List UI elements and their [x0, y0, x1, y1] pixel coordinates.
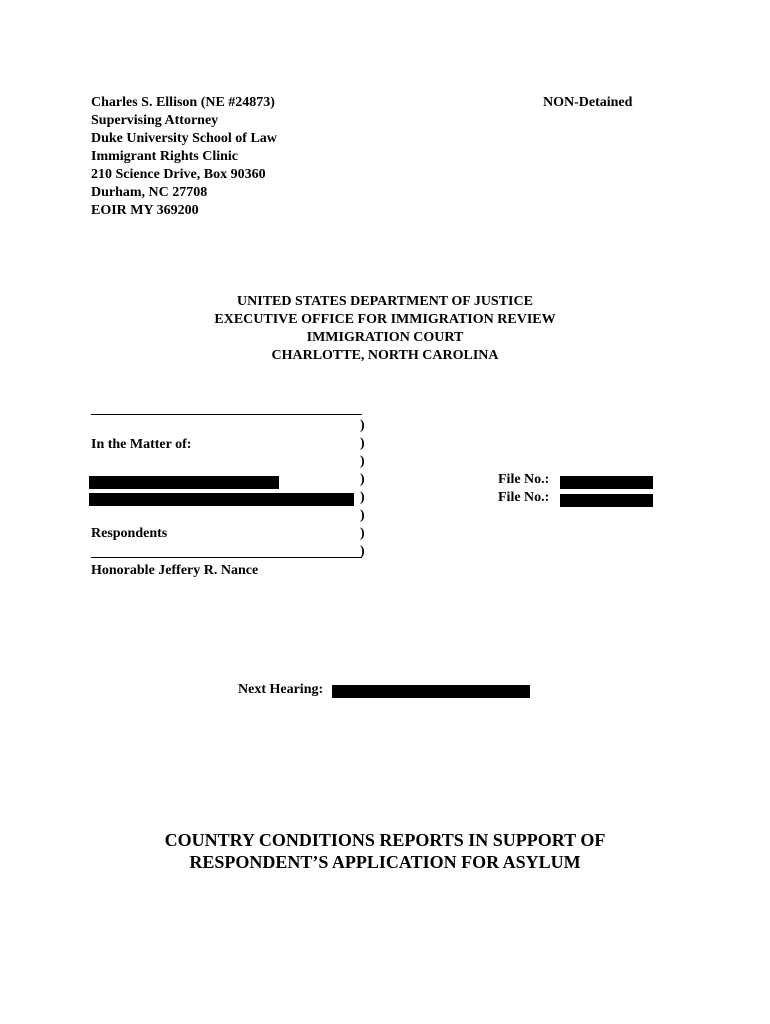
- redacted-file-number-2: [560, 494, 653, 507]
- next-hearing-label: Next Hearing:: [238, 682, 324, 697]
- document-title-line-1: COUNTRY CONDITIONS REPORTS IN SUPPORT OF: [164, 830, 606, 850]
- caption-paren: ): [360, 454, 365, 469]
- court-line-court: IMMIGRATION COURT: [306, 330, 464, 345]
- document-title: [0, 829, 770, 873]
- caption-bottom-rule: [91, 557, 362, 558]
- caption-paren: ): [360, 490, 365, 505]
- detention-status: NON-Detained: [543, 95, 633, 110]
- in-the-matter-label: In the Matter of:: [91, 437, 192, 452]
- caption-paren-column: [360, 417, 365, 561]
- court-line-eoir: EXECUTIVE OFFICE FOR IMMIGRATION REVIEW: [214, 312, 556, 327]
- document-title-line-2: RESPONDENT’S APPLICATION FOR ASYLUM: [189, 852, 581, 872]
- caption-paren: ): [360, 526, 365, 541]
- attorney-name: Charles S. Ellison (NE #24873): [91, 95, 275, 110]
- attorney-header: [91, 94, 277, 220]
- court-line-doj: UNITED STATES DEPARTMENT OF JUSTICE: [237, 294, 533, 309]
- file-number-label-1: File No.:: [498, 472, 550, 487]
- caption-paren: ): [360, 544, 365, 559]
- attorney-eoir-id: EOIR MY 369200: [91, 203, 199, 218]
- caption-top-rule: [91, 414, 362, 415]
- redacted-respondent-name-2: [89, 493, 354, 506]
- caption-paren: ): [360, 418, 365, 433]
- attorney-school: Duke University School of Law: [91, 131, 277, 146]
- judge-name: Honorable Jeffery R. Nance: [91, 563, 259, 578]
- respondents-label: Respondents: [91, 526, 168, 541]
- attorney-clinic: Immigrant Rights Clinic: [91, 149, 238, 164]
- redacted-respondent-name-1: [89, 476, 279, 489]
- redacted-hearing-date: [332, 685, 530, 698]
- caption-paren: ): [360, 508, 365, 523]
- file-number-label-2: File No.:: [498, 490, 550, 505]
- attorney-city: Durham, NC 27708: [91, 185, 208, 200]
- court-heading: [0, 293, 770, 365]
- caption-paren: ): [360, 472, 365, 487]
- court-line-location: CHARLOTTE, NORTH CAROLINA: [271, 348, 499, 363]
- caption-paren: ): [360, 436, 365, 451]
- redacted-file-number-1: [560, 476, 653, 489]
- attorney-title: Supervising Attorney: [91, 113, 219, 128]
- attorney-street: 210 Science Drive, Box 90360: [91, 167, 266, 182]
